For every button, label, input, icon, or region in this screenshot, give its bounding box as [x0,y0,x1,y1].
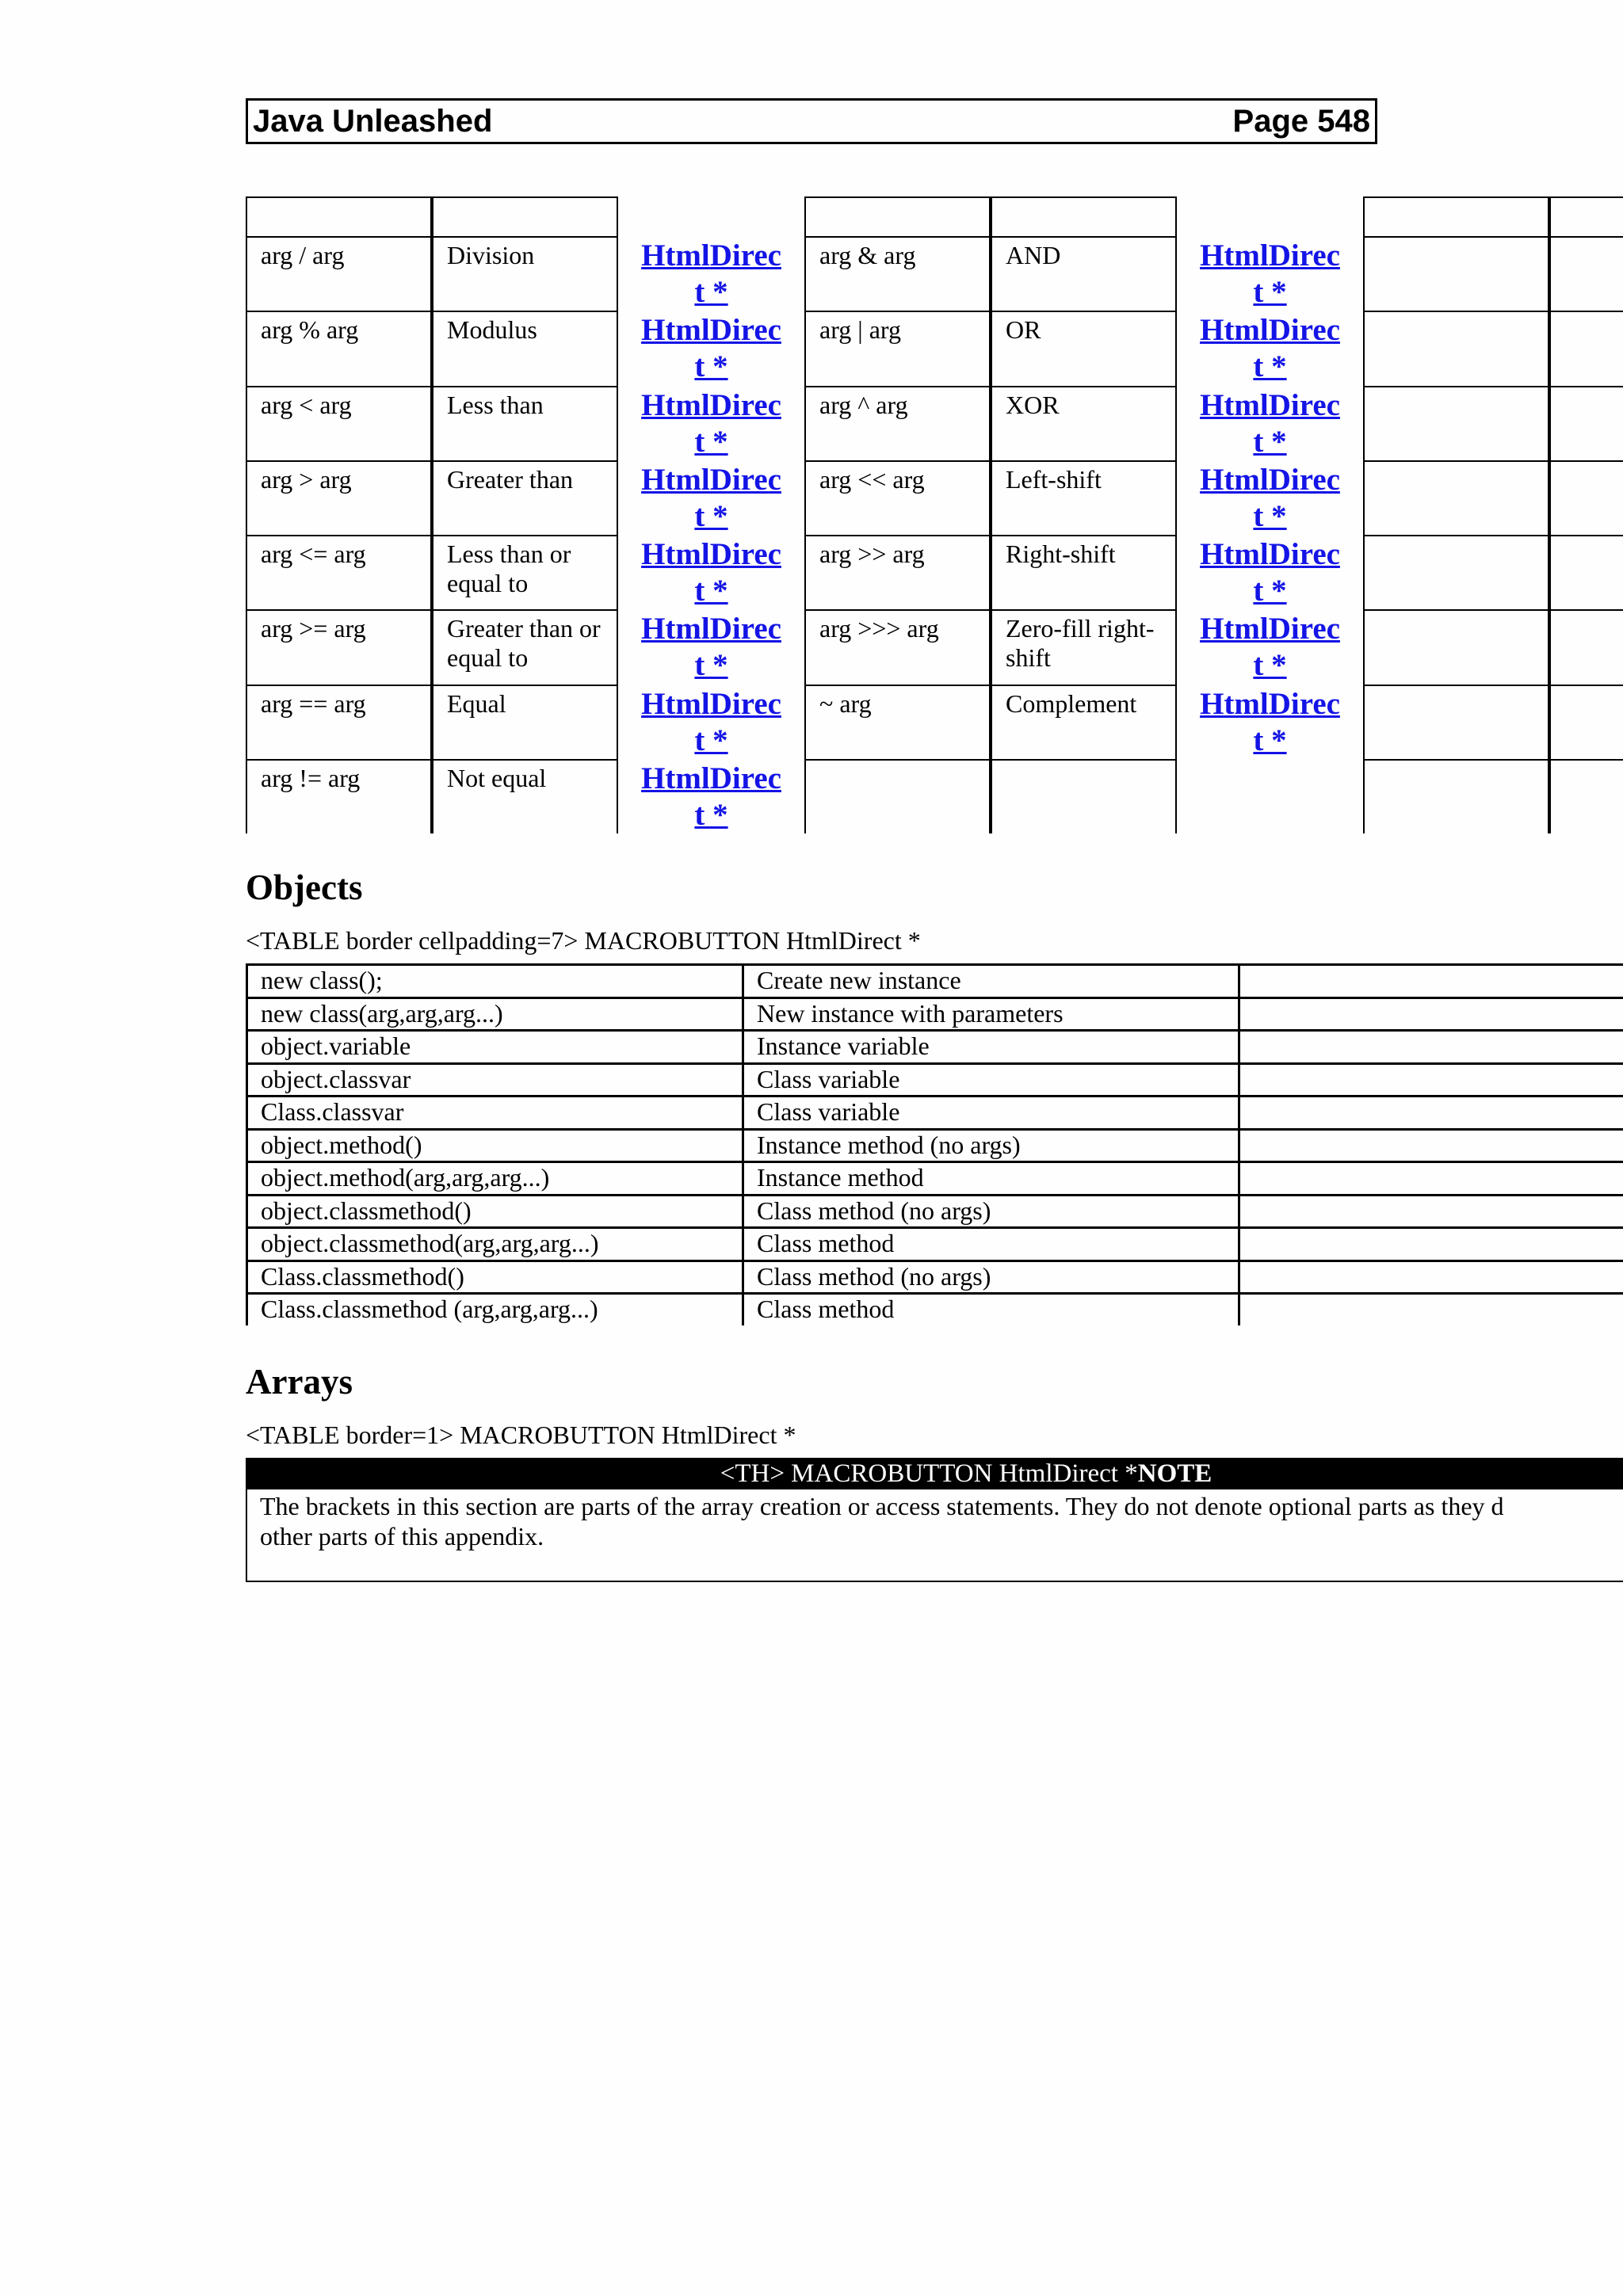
htmldirect-link-text: HtmlDirec [641,387,781,422]
arrays-table [246,1458,1623,1582]
operator-description: Zero-fill right-shift [991,609,1177,685]
empty-cell [1238,1260,1623,1293]
empty-cell [1238,997,1623,1030]
arrays-note-line-1: The brackets in this section are parts of the array creation or access statements. They do not denote optional parts as they d [260,1492,1504,1520]
htmldirect-link-text: HtmlDirec [1200,313,1340,348]
empty-cell [1549,535,1623,611]
htmldirect-link-text: t * [694,648,728,683]
htmldirect-link-text: t * [694,349,728,384]
htmldirect-link-cell [618,387,804,462]
htmldirect-link-text: HtmlDirec [641,313,781,348]
arrays-header-note: NOTE [1137,1459,1212,1488]
empty-cell [1549,236,1623,312]
operator-expression: arg == arg [246,685,432,761]
operator-description: Left-shift [991,460,1177,536]
operator-expression: arg >> arg [804,535,991,611]
htmldirect-link-text: HtmlDirec [641,686,781,721]
section-title-objects: Objects [246,868,363,907]
table-row [246,1062,1623,1096]
operator-expression: arg != arg [246,759,432,833]
empty-cell [1238,1292,1623,1325]
operator-description: Division [432,236,618,312]
htmldirect-link[interactable] [641,761,781,832]
htmldirect-link-text: t * [1253,648,1287,683]
htmldirect-link-cell [618,611,804,685]
table-row [246,1128,1623,1161]
htmldirect-link-cell [618,686,804,761]
empty-cell [1549,685,1623,761]
table-row [246,1226,1623,1260]
htmldirect-link-text: HtmlDirec [1200,686,1340,721]
table-row [246,1029,1623,1062]
htmldirect-link[interactable] [641,612,781,682]
htmldirect-link-cell [1177,312,1363,387]
empty-cell [1238,1128,1623,1161]
empty-cell [1549,759,1623,833]
operator-expression: arg | arg [804,311,991,387]
htmldirect-link-cell [618,238,804,312]
htmldirect-link-cell [1177,462,1363,536]
empty-cell [1363,609,1549,685]
htmldirect-link-text: HtmlDirec [641,761,781,795]
htmldirect-link-cell [618,462,804,536]
empty-cell [1363,386,1549,462]
empty-cell [1238,1161,1623,1194]
empty-cell [1238,1226,1623,1260]
htmldirect-link-text: t * [1253,498,1287,533]
object-expression: Class.classvar [246,1095,742,1128]
arrays-table-caption: <TABLE border=1> MACROBUTTON HtmlDirect * [246,1421,796,1449]
htmldirect-link-text: HtmlDirec [1200,462,1340,497]
object-description: Class method [742,1292,1238,1325]
object-description: Class variable [742,1062,1238,1096]
operator-description: XOR [991,386,1177,462]
htmldirect-link-text: t * [1253,275,1287,309]
operator-description: AND [991,236,1177,312]
table-row [246,997,1623,1030]
operator-expression: arg / arg [246,236,432,312]
operator-description: Greater than or equal to [432,609,618,685]
htmldirect-link-cell [1177,238,1363,312]
table-row [246,1095,1623,1128]
object-expression: object.method() [246,1128,742,1161]
object-description: Create new instance [742,963,1238,997]
empty-cell [804,759,991,833]
htmldirect-link-text: t * [694,574,728,608]
operator-expression: arg >= arg [246,609,432,685]
operators-column-3 [618,196,804,833]
operator-description: OR [991,311,1177,387]
operator-expression: arg % arg [246,311,432,387]
operators-column-2 [432,196,618,833]
htmldirect-link-text: HtmlDirec [1200,238,1340,273]
empty-cell [1549,609,1623,685]
operator-description: Equal [432,685,618,761]
operator-description: Complement [991,685,1177,761]
table-row [246,1161,1623,1194]
table-row [246,1260,1623,1293]
operator-expression: arg & arg [804,236,991,312]
htmldirect-link[interactable] [641,537,781,608]
empty-cell [1549,311,1623,387]
htmldirect-link-text: t * [694,498,728,533]
operators-header-cell [1363,196,1549,238]
htmldirect-link-cell [1177,387,1363,462]
empty-cell [1549,386,1623,462]
object-expression: new class(); [246,963,742,997]
empty-cell [1363,311,1549,387]
operator-description: Modulus [432,311,618,387]
empty-cell [1363,685,1549,761]
htmldirect-link[interactable] [1200,687,1340,757]
operators-table [246,196,1623,833]
page-number: Page 548 [1232,104,1370,139]
htmldirect-link-text: t * [1253,424,1287,459]
htmldirect-link[interactable] [641,687,781,757]
empty-cell [1238,963,1623,997]
htmldirect-link[interactable] [641,313,781,383]
object-description: Class method [742,1226,1238,1260]
htmldirect-link-text: HtmlDirec [641,537,781,571]
operators-column-7 [1363,196,1549,833]
operators-column-8 [1549,196,1623,833]
htmldirect-link-cell [1177,686,1363,761]
htmldirect-link-cell [1177,536,1363,611]
htmldirect-link-text: t * [1253,723,1287,757]
htmldirect-link-text: HtmlDirec [1200,612,1340,646]
operator-expression: arg < arg [246,386,432,462]
operator-description: Less than or equal to [432,535,618,611]
htmldirect-link-cell [1177,611,1363,685]
htmldirect-link[interactable] [1200,463,1340,533]
empty-cell [1549,460,1623,536]
table-row [246,1194,1623,1227]
operator-description: Less than [432,386,618,462]
htmldirect-link[interactable] [641,463,781,533]
object-expression: Class.classmethod() [246,1260,742,1293]
operators-header-cell [246,196,432,238]
empty-cell [991,759,1177,833]
arrays-table-header [246,1458,1623,1489]
object-expression: object.classmethod() [246,1194,742,1227]
htmldirect-link-text: t * [694,723,728,757]
operators-column-6 [1177,196,1363,833]
htmldirect-link-cell [618,536,804,611]
object-description: Class method (no args) [742,1260,1238,1293]
operator-expression: arg <= arg [246,535,432,611]
operator-expression: arg >>> arg [804,609,991,685]
empty-cell [1363,535,1549,611]
arrays-header-text: <TH> MACROBUTTON HtmlDirect * [720,1459,1138,1488]
object-description: Class variable [742,1095,1238,1128]
operator-expression: arg ^ arg [804,386,991,462]
document-title: Java Unleashed [253,104,493,139]
htmldirect-link[interactable] [641,238,781,309]
empty-cell [1238,1095,1623,1128]
operator-description: Right-shift [991,535,1177,611]
operators-column-5 [991,196,1177,833]
empty-cell [1363,236,1549,312]
objects-table [246,963,1623,1325]
arrays-note-line-2: other parts of this appendix. [260,1522,544,1550]
htmldirect-link-text: HtmlDirec [641,612,781,646]
table-row [246,1292,1623,1325]
arrays-note-cell [246,1489,1623,1582]
objects-table-caption: <TABLE border cellpadding=7> MACROBUTTON HtmlDirect * [246,926,921,955]
section-title-arrays: Arrays [246,1362,353,1402]
object-expression: object.variable [246,1029,742,1062]
operators-header-cell [991,196,1177,238]
object-expression: Class.classmethod (arg,arg,arg...) [246,1292,742,1325]
htmldirect-link-text: t * [694,424,728,459]
htmldirect-link-text: t * [1253,574,1287,608]
page-header [246,98,1377,144]
operators-column-4 [804,196,991,833]
object-expression: object.method(arg,arg,arg...) [246,1161,742,1194]
object-expression: object.classmethod(arg,arg,arg...) [246,1226,742,1260]
object-description: Class method (no args) [742,1194,1238,1227]
htmldirect-link[interactable] [1200,537,1340,608]
empty-cell [1363,759,1549,833]
operators-header-cell [804,196,991,238]
htmldirect-link[interactable] [1200,388,1340,459]
empty-cell [1238,1029,1623,1062]
operators-header-cell [1549,196,1623,238]
operator-expression: ~ arg [804,685,991,761]
htmldirect-link-text: t * [694,797,728,832]
htmldirect-link-text: HtmlDirec [641,238,781,273]
table-row [246,963,1623,997]
operator-expression: arg << arg [804,460,991,536]
htmldirect-link-cell [618,312,804,387]
object-description: Instance method [742,1161,1238,1194]
htmldirect-link-text: t * [1253,349,1287,384]
object-expression: new class(arg,arg,arg...) [246,997,742,1030]
operator-description: Not equal [432,759,618,833]
htmldirect-link-cell [618,761,804,833]
htmldirect-link-text: HtmlDirec [1200,387,1340,422]
operator-description: Greater than [432,460,618,536]
htmldirect-link-text: t * [694,275,728,309]
htmldirect-link[interactable] [1200,612,1340,682]
operators-column-1 [246,196,432,833]
htmldirect-link[interactable] [1200,313,1340,383]
object-description: Instance method (no args) [742,1128,1238,1161]
operator-expression: arg > arg [246,460,432,536]
htmldirect-link[interactable] [1200,238,1340,309]
empty-cell [1238,1194,1623,1227]
empty-cell [1363,460,1549,536]
htmldirect-link[interactable] [641,388,781,459]
object-description: Instance variable [742,1029,1238,1062]
object-description: New instance with parameters [742,997,1238,1030]
htmldirect-link-text: HtmlDirec [641,462,781,497]
object-expression: object.classvar [246,1062,742,1096]
htmldirect-link-text: HtmlDirec [1200,537,1340,571]
operators-header-cell [432,196,618,238]
empty-cell [1238,1062,1623,1096]
